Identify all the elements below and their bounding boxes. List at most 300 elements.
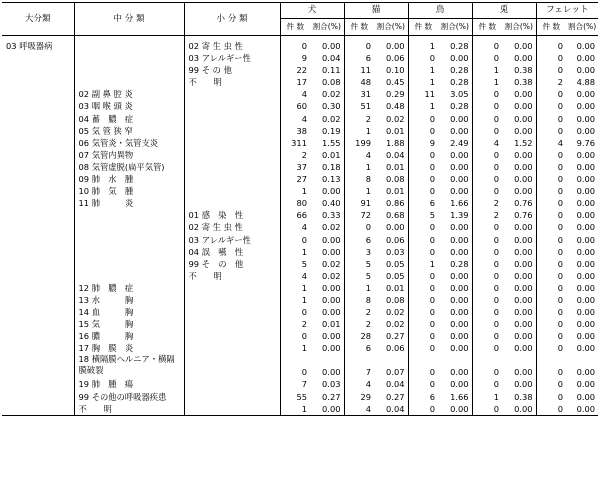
- ratio-cell: 0.00: [502, 149, 536, 161]
- ratio-cell: 0.00: [576, 149, 596, 160]
- minor-category-cell: [184, 113, 280, 125]
- ratio-cell: 0.00: [310, 306, 344, 318]
- count-cell: 1: [429, 77, 436, 88]
- middle-category-cell: 11 肺 炎: [74, 197, 184, 209]
- ratio-cell: 0.00: [310, 246, 344, 258]
- middle-category-cell: 08 気管虚脱(扁平気管): [74, 161, 184, 173]
- ratio-cell: 0.00: [438, 234, 472, 246]
- middle-category-cell: [74, 64, 184, 76]
- ratio-cell: 0.00: [438, 221, 472, 233]
- table-row: [2, 88, 598, 100]
- header-species-bird: 鳥: [408, 3, 472, 19]
- header-ratio: 割合(%): [502, 19, 536, 36]
- table-row: [2, 403, 598, 416]
- ratio-cell: 0.28: [438, 100, 472, 112]
- ratio-cell: 0.00: [502, 161, 536, 173]
- minor-category-cell: [184, 161, 280, 173]
- major-category-cell: [2, 209, 74, 221]
- header-row-species: [2, 3, 598, 19]
- ratio-cell: 0.00: [310, 294, 344, 306]
- count-cell: 31: [360, 89, 372, 100]
- ratio-cell: 0.00: [310, 185, 344, 197]
- ratio-cell: 0.02: [310, 113, 344, 125]
- count-cell: 0: [429, 331, 436, 342]
- middle-category-cell: 19 肺 腫 瘍: [74, 378, 184, 390]
- ratio-cell: 0.02: [374, 318, 408, 330]
- minor-category-cell: 02 寄 生 虫 性: [184, 221, 280, 233]
- middle-category-cell: 06 気管炎・気管支炎: [74, 137, 184, 149]
- middle-category-cell: [74, 234, 184, 246]
- table-row: [2, 113, 598, 125]
- ratio-cell: 0.02: [310, 88, 344, 100]
- count-cell: 0: [429, 174, 436, 185]
- ratio-cell: 0.00: [438, 342, 472, 354]
- major-category-cell: [2, 64, 74, 76]
- count-cell: 22: [296, 65, 307, 76]
- count-cell: 6: [365, 234, 372, 245]
- count-cell: 5: [365, 270, 372, 281]
- minor-category-cell: [184, 185, 280, 197]
- count-cell: 0: [493, 161, 500, 172]
- count-cell: 0: [557, 331, 564, 342]
- middle-category-cell: [74, 76, 184, 88]
- major-category-cell: [2, 403, 74, 416]
- count-cell: 0: [301, 41, 307, 51]
- ratio-cell: 0.00: [502, 294, 536, 306]
- count-cell: 0: [557, 379, 564, 390]
- table-row: [2, 342, 598, 354]
- count-cell: 0: [429, 282, 436, 293]
- count-cell: 6: [365, 53, 372, 64]
- ratio-cell: 0.68: [374, 209, 408, 221]
- count-cell: 0: [493, 246, 500, 257]
- ratio-cell: 0.00: [502, 234, 536, 246]
- ratio-cell: 0.76: [502, 209, 536, 221]
- middle-category-cell: [74, 258, 184, 270]
- count-cell: 0: [301, 307, 307, 318]
- ratio-cell: 3.05: [438, 88, 472, 100]
- count-cell: 0: [557, 367, 564, 378]
- count-cell: 0: [493, 41, 500, 51]
- count-cell: 1: [429, 101, 436, 112]
- count-cell: 0: [301, 367, 307, 378]
- count-cell: 1: [429, 65, 436, 76]
- count-cell: 9: [301, 53, 307, 64]
- count-cell: 80: [296, 198, 307, 209]
- middle-category-cell: 10 肺 気 腫: [74, 185, 184, 197]
- count-cell: 0: [429, 319, 436, 330]
- ratio-cell: 0.00: [438, 125, 472, 137]
- header-ratio: 割合(%): [310, 19, 344, 36]
- ratio-cell: 0.01: [374, 125, 408, 137]
- count-cell: 0: [557, 222, 564, 233]
- table-row: [2, 258, 598, 270]
- ratio-cell: 0.86: [374, 197, 408, 209]
- header-species-ferret: フェレット: [536, 3, 598, 19]
- count-cell: 2: [365, 307, 372, 318]
- ratio-cell: 0.00: [438, 354, 472, 378]
- ratio-cell: 0.05: [374, 270, 408, 282]
- ratio-cell: 4.88: [576, 77, 596, 88]
- ratio-cell: 0.04: [374, 403, 408, 416]
- ratio-cell: 0.00: [576, 174, 596, 185]
- count-cell: 0: [493, 282, 500, 293]
- count-cell: 2: [365, 113, 372, 124]
- ratio-cell: 0.40: [310, 197, 344, 209]
- minor-category-cell: [184, 342, 280, 354]
- count-cell: 0: [429, 367, 436, 378]
- table-row: [2, 306, 598, 318]
- ratio-cell: 0.05: [374, 258, 408, 270]
- minor-category-cell: [184, 378, 280, 390]
- ratio-cell: 0.00: [576, 367, 596, 378]
- count-cell: 1: [301, 282, 307, 293]
- ratio-cell: 0.00: [576, 307, 596, 318]
- table-row: [2, 100, 598, 112]
- table-row: [2, 270, 598, 282]
- table-row: [2, 282, 598, 294]
- middle-category-cell: 04 蓄 膿 症: [74, 113, 184, 125]
- ratio-cell: 1.55: [310, 137, 344, 149]
- count-cell: 1: [429, 258, 436, 269]
- ratio-cell: 0.00: [576, 186, 596, 197]
- table-row: [2, 246, 598, 258]
- ratio-cell: 0.02: [374, 113, 408, 125]
- minor-category-cell: 03 アレルギー性: [184, 52, 280, 64]
- ratio-cell: 0.18: [310, 161, 344, 173]
- count-cell: 4: [557, 137, 564, 148]
- table-row: [2, 125, 598, 137]
- count-cell: 0: [557, 258, 564, 269]
- count-cell: 0: [429, 294, 436, 305]
- count-cell: 0: [557, 234, 564, 245]
- count-cell: 4: [301, 89, 307, 100]
- count-cell: 4: [365, 149, 372, 160]
- major-category-cell: [2, 113, 74, 125]
- ratio-cell: 0.38: [502, 64, 536, 76]
- count-cell: 0: [557, 125, 564, 136]
- count-cell: 0: [557, 246, 564, 257]
- ratio-cell: 1.66: [438, 391, 472, 403]
- minor-category-cell: 01 感 染 性: [184, 209, 280, 221]
- count-cell: 0: [557, 210, 564, 221]
- count-cell: 0: [493, 149, 500, 160]
- count-cell: 0: [493, 53, 500, 64]
- ratio-cell: 0.00: [438, 113, 472, 125]
- ratio-cell: 0.00: [502, 342, 536, 354]
- ratio-cell: 0.00: [502, 282, 536, 294]
- ratio-cell: 0.00: [576, 89, 596, 100]
- ratio-cell: 0.00: [502, 88, 536, 100]
- count-cell: 5: [365, 258, 372, 269]
- ratio-cell: 0.00: [310, 282, 344, 294]
- minor-category-cell: [184, 197, 280, 209]
- count-cell: 1: [493, 391, 500, 402]
- count-cell: 0: [557, 41, 564, 51]
- minor-category-cell: [184, 318, 280, 330]
- ratio-cell: 0.00: [502, 330, 536, 342]
- ratio-cell: 1.66: [438, 197, 472, 209]
- count-cell: 0: [493, 174, 500, 185]
- count-cell: 0: [493, 258, 500, 269]
- count-cell: 0: [557, 186, 564, 197]
- ratio-cell: 0.00: [438, 270, 472, 282]
- count-cell: 0: [557, 343, 564, 354]
- ratio-cell: 0.38: [502, 76, 536, 88]
- ratio-cell: 0.00: [576, 258, 596, 269]
- header-count: 件 数: [344, 19, 374, 36]
- ratio-cell: 0.00: [438, 52, 472, 64]
- count-cell: 0: [408, 403, 438, 416]
- count-cell: 0: [365, 222, 372, 233]
- ratio-cell: 1.88: [374, 137, 408, 149]
- ratio-cell: 0.00: [566, 403, 598, 416]
- ratio-cell: 0.06: [374, 234, 408, 246]
- major-category-cell: [2, 282, 74, 294]
- ratio-cell: 0.00: [576, 331, 596, 342]
- count-cell: 1: [429, 41, 436, 51]
- count-cell: 4: [365, 379, 372, 390]
- ratio-cell: 0.00: [576, 234, 596, 245]
- count-cell: 9: [429, 137, 436, 148]
- ratio-cell: 0.00: [502, 40, 536, 52]
- table-row: [2, 330, 598, 342]
- ratio-cell: 0.00: [576, 198, 596, 209]
- ratio-cell: 0.00: [310, 354, 344, 378]
- ratio-cell: 0.01: [310, 318, 344, 330]
- ratio-cell: 0.00: [310, 403, 344, 416]
- ratio-cell: 0.76: [502, 197, 536, 209]
- count-cell: 0: [493, 270, 500, 281]
- minor-category-cell: [184, 330, 280, 342]
- header-ratio: 割合(%): [566, 19, 598, 36]
- minor-category-cell: 04 誤 嚥 性: [184, 246, 280, 258]
- ratio-cell: 0.30: [310, 100, 344, 112]
- count-cell: 0: [557, 198, 564, 209]
- ratio-cell: 0.00: [310, 40, 344, 52]
- count-cell: 51: [360, 101, 372, 112]
- ratio-cell: 0.38: [502, 391, 536, 403]
- ratio-cell: 0.00: [576, 282, 596, 293]
- middle-category-cell: 99 その他の呼吸器疾患: [74, 391, 184, 403]
- header-species-rabbit: 兎: [472, 3, 536, 19]
- ratio-cell: 0.27: [374, 391, 408, 403]
- header-ratio: 割合(%): [438, 19, 472, 36]
- count-cell: 28: [360, 331, 372, 342]
- count-cell: 0: [301, 331, 307, 342]
- count-cell: 0: [557, 174, 564, 185]
- ratio-cell: 0.00: [438, 294, 472, 306]
- ratio-cell: 0.00: [502, 258, 536, 270]
- minor-category-cell: [184, 282, 280, 294]
- ratio-cell: 0.00: [438, 330, 472, 342]
- ratio-cell: 0.03: [374, 246, 408, 258]
- ratio-cell: 0.04: [374, 149, 408, 161]
- count-cell: 0: [429, 186, 436, 197]
- ratio-cell: 0.28: [438, 76, 472, 88]
- count-cell: 4: [301, 113, 307, 124]
- major-category-cell: [2, 354, 74, 378]
- count-cell: 29: [360, 391, 372, 402]
- ratio-cell: 0.00: [576, 41, 596, 51]
- ratio-cell: 0.00: [576, 113, 596, 124]
- ratio-cell: 0.01: [374, 282, 408, 294]
- count-cell: 0: [493, 294, 500, 305]
- table-row: [2, 76, 598, 88]
- ratio-cell: 0.02: [310, 270, 344, 282]
- count-cell: 0: [429, 246, 436, 257]
- ratio-cell: 0.01: [374, 161, 408, 173]
- ratio-cell: 0.00: [502, 221, 536, 233]
- header-minor-category: 小 分 類: [184, 3, 280, 36]
- table-row: [2, 137, 598, 149]
- count-cell: 1: [280, 403, 310, 416]
- ratio-cell: 0.28: [438, 258, 472, 270]
- count-cell: 0: [429, 161, 436, 172]
- middle-category-cell: 17 胸 膜 炎: [74, 342, 184, 354]
- major-category-cell: [2, 246, 74, 258]
- major-category-cell: [2, 270, 74, 282]
- count-cell: 6: [429, 198, 436, 209]
- ratio-cell: 0.13: [310, 173, 344, 185]
- ratio-cell: 0.00: [438, 378, 472, 390]
- count-cell: 5: [429, 210, 436, 221]
- count-cell: 0: [472, 403, 502, 416]
- table-row: [2, 378, 598, 390]
- minor-category-cell: [184, 88, 280, 100]
- count-cell: 0: [557, 161, 564, 172]
- middle-category-cell: 18 横隔膜ヘルニア・横隔膜破裂: [74, 354, 184, 378]
- ratio-cell: 0.02: [374, 306, 408, 318]
- count-cell: 0: [557, 282, 564, 293]
- count-cell: 0: [536, 403, 566, 416]
- count-cell: 0: [493, 186, 500, 197]
- count-cell: 1: [301, 343, 307, 354]
- count-cell: 4: [344, 403, 374, 416]
- middle-category-cell: [74, 40, 184, 52]
- middle-category-cell: 03 咽 喉 頭 炎: [74, 100, 184, 112]
- major-category-cell: [2, 137, 74, 149]
- table-row: [2, 149, 598, 161]
- count-cell: 0: [493, 234, 500, 245]
- count-cell: 4: [493, 137, 500, 148]
- ratio-cell: 0.00: [576, 101, 596, 112]
- table-row: [2, 221, 598, 233]
- middle-category-cell: [74, 246, 184, 258]
- ratio-cell: 0.00: [576, 379, 596, 390]
- ratio-cell: 0.00: [438, 185, 472, 197]
- count-cell: 0: [429, 149, 436, 160]
- header-count: 件 数: [280, 19, 310, 36]
- minor-category-cell: [184, 125, 280, 137]
- count-cell: 0: [429, 113, 436, 124]
- count-cell: 0: [557, 307, 564, 318]
- major-category-cell: [2, 294, 74, 306]
- minor-category-cell: [184, 149, 280, 161]
- ratio-cell: 0.00: [310, 234, 344, 246]
- major-category-cell: [2, 197, 74, 209]
- ratio-cell: 0.00: [576, 210, 596, 221]
- count-cell: 38: [296, 125, 307, 136]
- middle-category-cell: 14 血 胸: [74, 306, 184, 318]
- ratio-cell: 0.28: [438, 40, 472, 52]
- ratio-cell: 0.27: [374, 330, 408, 342]
- ratio-cell: 0.00: [576, 343, 596, 354]
- count-cell: 311: [291, 137, 307, 148]
- count-cell: 3: [365, 246, 372, 257]
- ratio-cell: 0.00: [502, 306, 536, 318]
- ratio-cell: 0.27: [310, 391, 344, 403]
- ratio-cell: 0.02: [310, 258, 344, 270]
- middle-category-cell: 不 明: [74, 403, 184, 416]
- ratio-cell: 0.00: [502, 173, 536, 185]
- middle-category-cell: 02 副 鼻 腔 炎: [74, 88, 184, 100]
- ratio-cell: 0.00: [502, 52, 536, 64]
- ratio-cell: 0.00: [576, 391, 596, 402]
- ratio-cell: 0.00: [438, 282, 472, 294]
- major-category-cell: [2, 76, 74, 88]
- middle-category-cell: 12 肺 膿 症: [74, 282, 184, 294]
- ratio-cell: 0.00: [576, 319, 596, 330]
- count-cell: 1: [493, 65, 500, 76]
- ratio-cell: 0.06: [374, 52, 408, 64]
- count-cell: 1: [365, 186, 372, 197]
- ratio-cell: 0.00: [502, 318, 536, 330]
- header-ratio: 割合(%): [374, 19, 408, 36]
- count-cell: 0: [493, 125, 500, 136]
- ratio-cell: 0.00: [438, 149, 472, 161]
- count-cell: 17: [296, 77, 307, 88]
- ratio-cell: 0.00: [502, 378, 536, 390]
- major-category-cell: [2, 330, 74, 342]
- major-category-cell: [2, 342, 74, 354]
- count-cell: 55: [296, 391, 307, 402]
- count-cell: 8: [365, 294, 372, 305]
- major-category-cell: [2, 125, 74, 137]
- ratio-cell: 0.00: [576, 270, 596, 281]
- count-cell: 0: [429, 379, 436, 390]
- ratio-cell: 0.00: [502, 354, 536, 378]
- major-category-cell: [2, 306, 74, 318]
- ratio-cell: 0.19: [310, 125, 344, 137]
- count-cell: 0: [429, 53, 436, 64]
- table-row: [2, 161, 598, 173]
- count-cell: 1: [365, 125, 372, 136]
- count-cell: 72: [360, 210, 372, 221]
- ratio-cell: 0.33: [310, 209, 344, 221]
- ratio-cell: 0.04: [374, 378, 408, 390]
- table-row: [2, 197, 598, 209]
- ratio-cell: 0.08: [374, 173, 408, 185]
- count-cell: 7: [301, 379, 307, 390]
- count-cell: 0: [429, 234, 436, 245]
- count-cell: 0: [557, 391, 564, 402]
- ratio-cell: 0.03: [310, 378, 344, 390]
- major-category-cell: [2, 161, 74, 173]
- header-middle-category: 中 分 類: [74, 3, 184, 36]
- count-cell: 0: [493, 101, 500, 112]
- minor-category-cell: [184, 294, 280, 306]
- ratio-cell: 0.00: [576, 125, 596, 136]
- count-cell: 2: [493, 198, 500, 209]
- major-category-cell: [2, 221, 74, 233]
- count-cell: 0: [493, 89, 500, 100]
- table-row: [2, 40, 598, 52]
- count-cell: 66: [296, 210, 307, 221]
- ratio-cell: 0.00: [502, 403, 536, 416]
- ratio-cell: 0.00: [576, 294, 596, 305]
- middle-category-cell: 13 水 胸: [74, 294, 184, 306]
